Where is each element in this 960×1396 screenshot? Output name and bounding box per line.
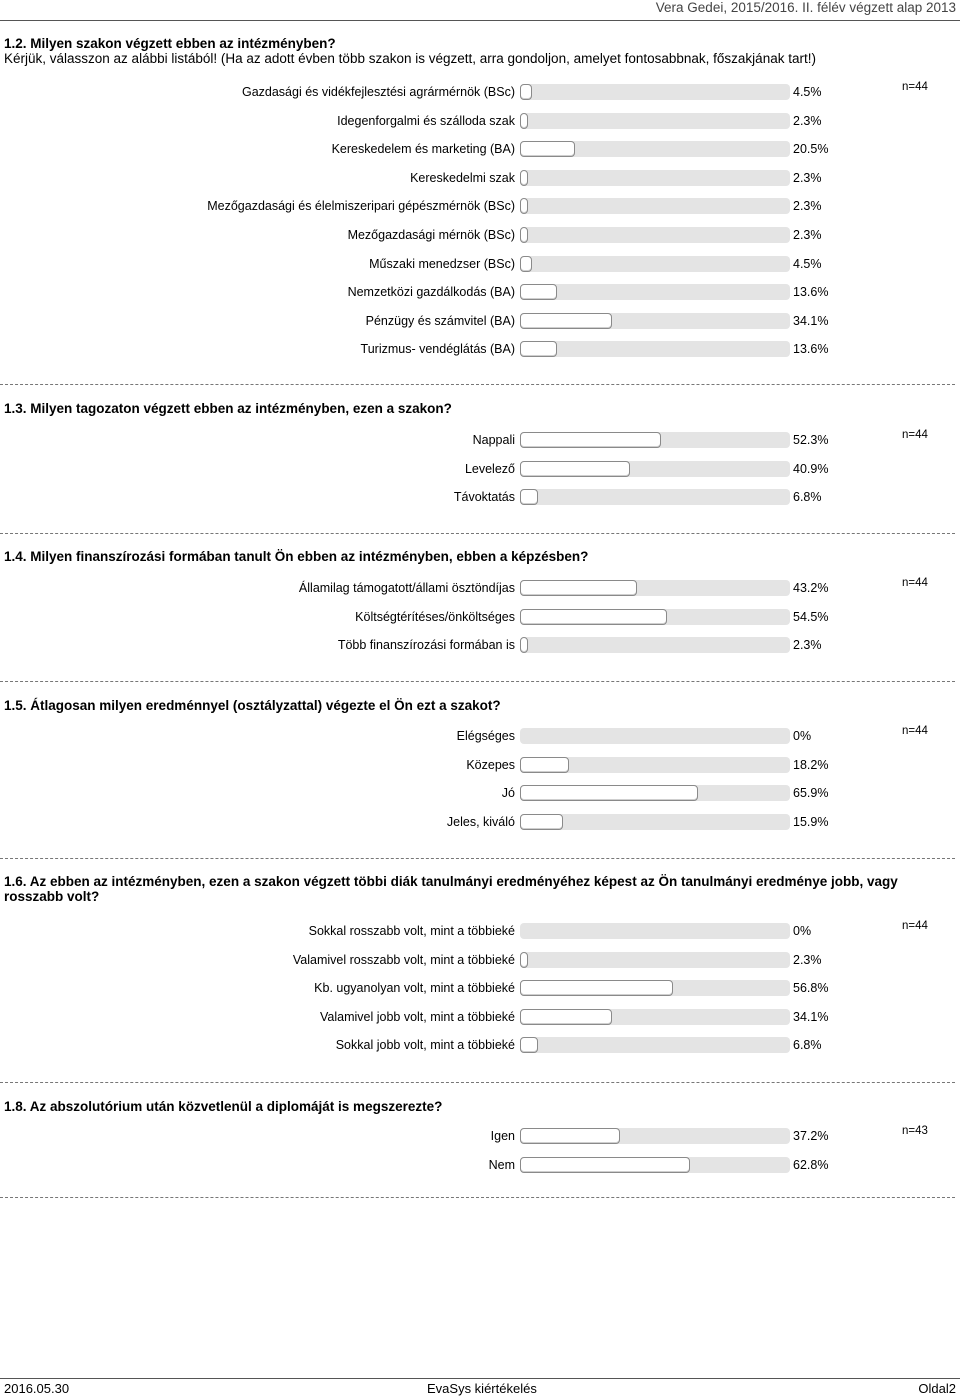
answer-row bbox=[0, 282, 960, 304]
percent-value: 4.5% bbox=[793, 85, 822, 99]
answer-row bbox=[0, 430, 960, 452]
question-title: 1.2. Milyen szakon végzett ebben az intézményben? bbox=[4, 36, 336, 51]
percent-value: 43.2% bbox=[793, 581, 829, 595]
answer-row bbox=[0, 254, 960, 276]
answer-label: Költségtérítéses/önköltséges bbox=[355, 609, 515, 624]
answer-row bbox=[0, 635, 960, 657]
sample-size: n=43 bbox=[902, 1125, 928, 1137]
percent-bar-track bbox=[520, 489, 790, 505]
answer-row bbox=[0, 196, 960, 218]
answer-label: Államilag támogatott/állami ösztöndíjas bbox=[298, 581, 515, 595]
percent-bar-fill bbox=[520, 980, 673, 996]
answer-row bbox=[0, 978, 960, 1000]
answer-label: Sokkal rosszabb volt, mint a többieké bbox=[308, 924, 515, 938]
answer-row bbox=[0, 1035, 960, 1057]
sample-size: n=44 bbox=[902, 725, 928, 737]
answer-row bbox=[0, 1155, 960, 1177]
answer-row bbox=[0, 311, 960, 333]
sample-size: n=44 bbox=[902, 920, 928, 932]
answer-label: Nappali bbox=[472, 433, 515, 447]
percent-bar-track bbox=[520, 461, 790, 477]
answer-row bbox=[0, 578, 960, 600]
answer-label: Elégséges bbox=[456, 729, 515, 743]
answer-row bbox=[0, 168, 960, 190]
percent-bar-track bbox=[520, 227, 790, 243]
percent-bar-track bbox=[520, 170, 790, 186]
percent-value: 2.3% bbox=[793, 638, 822, 653]
answer-label: Műszaki menedzser (BSc) bbox=[369, 256, 515, 271]
percent-bar-track bbox=[520, 1009, 790, 1025]
answer-row bbox=[0, 783, 960, 805]
answer-label: Levelező bbox=[464, 461, 515, 476]
answer-label: Közepes bbox=[466, 757, 515, 772]
question-subtitle: Kérjük, válasszon az alábbi listából! (Ha az adott évben több szakon is végzett, arra gondoljon, amelyet fontosabbnak, főszakjának tart!) bbox=[4, 51, 816, 66]
percent-bar-fill bbox=[520, 170, 528, 186]
percent-bar-fill bbox=[520, 256, 532, 272]
percent-value: 2.3% bbox=[793, 170, 822, 185]
section-divider bbox=[0, 384, 955, 385]
answer-row bbox=[0, 487, 960, 509]
footer-page: Oldal2 bbox=[918, 1381, 956, 1396]
percent-value: 34.1% bbox=[793, 1009, 829, 1024]
percent-bar-track bbox=[520, 432, 790, 448]
percent-bar-track bbox=[520, 580, 790, 596]
percent-bar-track bbox=[520, 637, 790, 653]
percent-value: 0% bbox=[793, 924, 812, 938]
section-divider bbox=[0, 858, 955, 859]
percent-value: 52.3% bbox=[793, 433, 829, 447]
answer-label: Mezőgazdasági mérnök (BSc) bbox=[347, 228, 515, 242]
footer-system: EvaSys kiértékelés bbox=[427, 1381, 537, 1396]
percent-bar-track bbox=[520, 814, 790, 830]
percent-value: 2.3% bbox=[793, 199, 822, 214]
answer-label: Pénzügy és számvitel (BA) bbox=[365, 313, 515, 328]
question-block bbox=[4, 36, 954, 67]
percent-value: 13.6% bbox=[793, 285, 829, 300]
answer-row bbox=[0, 111, 960, 133]
percent-value: 4.5% bbox=[793, 256, 822, 271]
answer-label: Kereskedelmi szak bbox=[410, 170, 515, 185]
answer-row bbox=[0, 459, 960, 481]
page-header bbox=[0, 0, 960, 21]
percent-bar-fill bbox=[520, 227, 528, 243]
section-divider bbox=[0, 1197, 955, 1198]
answer-row bbox=[0, 82, 960, 104]
percent-value: 37.2% bbox=[793, 1129, 829, 1143]
question-block bbox=[4, 698, 954, 713]
percent-value: 40.9% bbox=[793, 461, 829, 476]
section-divider bbox=[0, 1082, 955, 1083]
percent-bar-fill bbox=[520, 814, 563, 830]
percent-value: 20.5% bbox=[793, 142, 829, 157]
percent-value: 54.5% bbox=[793, 609, 829, 624]
answer-row bbox=[0, 339, 960, 361]
answer-row bbox=[0, 950, 960, 972]
percent-bar-fill bbox=[520, 461, 630, 477]
answer-label: Jeles, kiváló bbox=[446, 814, 515, 829]
answer-row bbox=[0, 755, 960, 777]
answer-label: Sokkal jobb volt, mint a többieké bbox=[335, 1038, 515, 1053]
percent-bar-track bbox=[520, 341, 790, 357]
answer-row bbox=[0, 921, 960, 943]
percent-bar-track bbox=[520, 757, 790, 773]
percent-bar-fill bbox=[520, 141, 575, 157]
percent-value: 2.3% bbox=[793, 113, 822, 128]
question-block bbox=[4, 1099, 954, 1114]
percent-bar-track bbox=[520, 785, 790, 801]
question-block bbox=[4, 874, 954, 904]
question-block bbox=[4, 401, 954, 416]
answer-row bbox=[0, 607, 960, 629]
answer-label: Igen bbox=[490, 1129, 515, 1143]
percent-value: 34.1% bbox=[793, 313, 829, 328]
answer-label: Gazdasági és vidékfejlesztési agrármérnök (BSc) bbox=[241, 85, 515, 99]
percent-bar-fill bbox=[520, 1128, 620, 1144]
percent-bar-fill bbox=[520, 580, 637, 596]
answer-row bbox=[0, 225, 960, 247]
answer-label: Idegenforgalmi és szálloda szak bbox=[337, 113, 515, 128]
percent-value: 6.8% bbox=[793, 1038, 822, 1053]
answer-row bbox=[0, 726, 960, 748]
percent-bar-track bbox=[520, 256, 790, 272]
question-title: 1.5. Átlagosan milyen eredménnyel (osztályzattal) végezte el Ön ezt a szakot? bbox=[4, 698, 501, 713]
percent-bar-fill bbox=[520, 432, 661, 448]
question-title: 1.8. Az abszolutórium után közvetlenül a diplomáját is megszerezte? bbox=[4, 1099, 443, 1114]
percent-bar-fill bbox=[520, 785, 698, 801]
answer-label: Nemzetközi gazdálkodás (BA) bbox=[347, 285, 515, 300]
question-block bbox=[4, 549, 954, 564]
percent-bar-fill bbox=[520, 757, 569, 773]
percent-bar-track bbox=[520, 609, 790, 625]
percent-bar-track bbox=[520, 1037, 790, 1053]
percent-value: 65.9% bbox=[793, 786, 829, 801]
percent-bar-track bbox=[520, 84, 790, 100]
percent-bar-track bbox=[520, 980, 790, 996]
percent-bar-fill bbox=[520, 1157, 690, 1173]
header-text: Vera Gedei, 2015/2016. II. félév végzett alap 2013 bbox=[655, 0, 956, 15]
percent-bar-fill bbox=[520, 637, 528, 653]
answer-row bbox=[0, 139, 960, 161]
percent-value: 2.3% bbox=[793, 952, 822, 967]
page-footer bbox=[0, 1378, 960, 1396]
percent-bar-track bbox=[520, 113, 790, 129]
percent-bar-track bbox=[520, 923, 790, 939]
percent-bar-track bbox=[520, 313, 790, 329]
answer-label: Kb. ugyanolyan volt, mint a többieké bbox=[314, 981, 515, 996]
percent-bar-track bbox=[520, 198, 790, 214]
answer-label: Mezőgazdasági és élelmiszeripari gépészmérnök (BSc) bbox=[207, 199, 515, 214]
answer-label: Kereskedelem és marketing (BA) bbox=[331, 142, 515, 157]
sample-size: n=44 bbox=[902, 81, 928, 93]
answer-label: Jó bbox=[501, 786, 515, 801]
percent-bar-fill bbox=[520, 1009, 612, 1025]
percent-bar-fill bbox=[520, 952, 528, 968]
percent-value: 15.9% bbox=[793, 814, 829, 829]
answer-label: Több finanszírozási formában is bbox=[337, 638, 515, 653]
section-divider bbox=[0, 681, 955, 682]
answer-row bbox=[0, 1007, 960, 1029]
percent-bar-track bbox=[520, 728, 790, 744]
percent-bar-track bbox=[520, 141, 790, 157]
percent-bar-fill bbox=[520, 113, 528, 129]
percent-value: 56.8% bbox=[793, 981, 829, 996]
answer-label: Turizmus- vendéglátás (BA) bbox=[360, 342, 515, 357]
answer-label: Valamivel jobb volt, mint a többieké bbox=[319, 1009, 515, 1024]
footer-date: 2016.05.30 bbox=[4, 1381, 70, 1396]
answer-label: Valamivel rosszabb volt, mint a többieké bbox=[292, 952, 515, 967]
percent-bar-fill bbox=[520, 84, 532, 100]
percent-bar-fill bbox=[520, 1037, 538, 1053]
percent-value: 2.3% bbox=[793, 228, 822, 242]
percent-value: 13.6% bbox=[793, 342, 829, 357]
percent-value: 18.2% bbox=[793, 757, 829, 772]
percent-value: 6.8% bbox=[793, 490, 822, 505]
percent-bar-track bbox=[520, 1157, 790, 1173]
percent-bar-fill bbox=[520, 198, 528, 214]
question-title: 1.4. Milyen finanszírozási formában tanult Ön ebben az intézményben, ebben a képzésben? bbox=[4, 549, 589, 564]
sample-size: n=44 bbox=[902, 429, 928, 441]
section-divider bbox=[0, 533, 955, 534]
percent-bar-fill bbox=[520, 341, 557, 357]
percent-value: 0% bbox=[793, 729, 812, 743]
percent-bar-fill bbox=[520, 313, 612, 329]
sample-size: n=44 bbox=[902, 577, 928, 589]
percent-bar-track bbox=[520, 284, 790, 300]
percent-bar-fill bbox=[520, 489, 538, 505]
answer-label: Nem bbox=[488, 1157, 515, 1172]
percent-bar-track bbox=[520, 952, 790, 968]
percent-value: 62.8% bbox=[793, 1157, 829, 1172]
percent-bar-fill bbox=[520, 284, 557, 300]
percent-bar-track bbox=[520, 1128, 790, 1144]
answer-label: Távoktatás bbox=[453, 490, 515, 505]
percent-bar-fill bbox=[520, 609, 667, 625]
question-title: 1.6. Az ebben az intézményben, ezen a szakon végzett többi diák tanulmányi eredményéhez képest az Ön tanulmányi eredménye jobb, vagy rosszabb volt? bbox=[4, 874, 898, 904]
question-title: 1.3. Milyen tagozaton végzett ebben az intézményben, ezen a szakon? bbox=[4, 401, 452, 416]
answer-row bbox=[0, 1126, 960, 1148]
answer-row bbox=[0, 812, 960, 834]
